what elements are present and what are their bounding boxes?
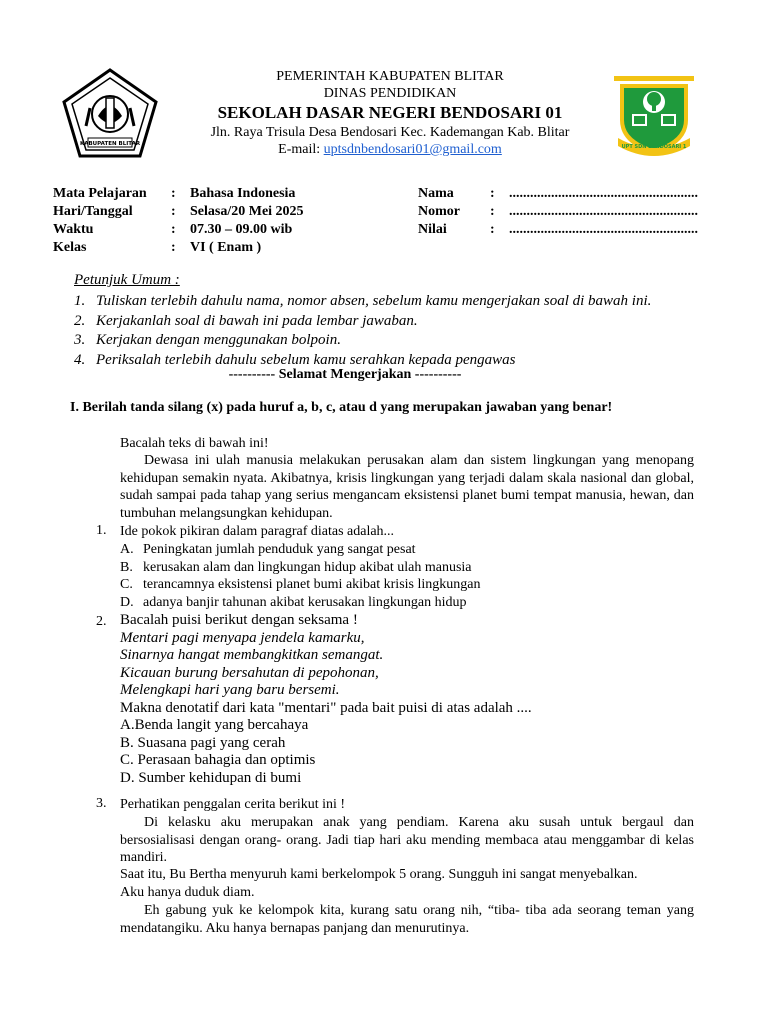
email-label: E-mail: [278,142,324,157]
info-colon: : [171,240,176,255]
option-letter: A. [120,542,134,557]
instruction-number: 3. [74,332,86,348]
kabupaten-blitar-logo [60,68,160,160]
option-a[interactable] [120,541,480,559]
school-name: SEKOLAH DASAR NEGERI BENDOSARI 01 [217,103,563,122]
score-field[interactable]: ...................................................... [509,222,698,237]
instructions-title: Petunjuk Umum : [74,272,180,288]
instruction-text: Kerjakan dengan menggunakan bolpoin. [96,332,341,348]
instruction-number: 2. [74,312,86,329]
letterhead [170,68,610,158]
info-value: 07.30 – 09.00 wib [190,222,293,237]
question-intro: Perhatikan penggalan cerita berikut ini ! [120,797,346,812]
right-logo-text: UPT SDN BENDOSARI 1 [621,144,687,150]
option-letter: B. [120,559,133,575]
option-letter: C. [120,577,133,592]
instruction-text: Periksalah terlebih dahulu sebelum kamu serahkan kepada pengawas [96,351,516,368]
instruction-number: 1. [74,293,86,309]
question-text: Makna denotatif dari kata "mentari" pada bait puisi di atas adalah .... [120,699,532,716]
poem-line: Mentari pagi menyapa jendela kamarku, [120,629,365,646]
info-value: Bahasa Indonesia [190,186,296,201]
story-paragraph: Eh gabung yuk ke kelompok kita, kurang satu orang nih, “tiba- tiba ada seorang teman yang mendatangiku. Aku hanya bernapas panjang dan menurutinya. [120,903,694,936]
info-label: Nomor [418,204,460,219]
email-link[interactable]: uptsdnbendosari01@gmail.com [323,142,502,157]
story-line: Aku hanya duduk diam. [120,885,255,900]
option-b[interactable] [120,559,480,577]
school-logo [612,74,696,158]
question-intro: Bacalah puisi berikut dengan seksama ! [120,612,358,628]
option-c[interactable]: C. Perasaan bahagia dan optimis [120,752,316,768]
left-logo-text: KABUPATEN BLITAR [79,141,141,147]
poem-line: Kicauan burung bersahutan di pepohonan, [120,664,379,681]
question-2-block [120,612,532,787]
story-paragraph: Di kelasku aku merupakan anak yang pendiam. Karena aku susah untuk bergaul dan bersosialisasi dengan orang- orang. Jadi tiap hari aku mending membaca atau menggambar di kelas mandiri. [120,815,694,865]
option-letter: D. [120,594,134,610]
info-colon: : [490,186,495,201]
option-b[interactable]: B. Suasana pagi yang cerah [120,734,286,751]
instruction-text: Kerjakanlah soal di bawah ini pada lembar jawaban. [96,312,418,329]
reading-intro: Bacalah teks di bawah ini! [120,436,269,451]
instructions-list [74,292,714,370]
option-text: kerusakan alam dan lingkungan hidup akibat ulah manusia [143,559,472,575]
option-text: adanya banjir tahunan akibat kerusakan lingkungan hidup [143,594,467,610]
option-c[interactable] [120,576,480,594]
info-colon: : [171,186,176,201]
option-d[interactable] [120,594,480,612]
options-list [120,541,480,611]
info-colon: : [490,204,495,219]
info-label: Mata Pelajaran [53,186,147,201]
info-label: Hari/Tanggal [53,204,133,219]
option-a[interactable]: A.Benda langit yang bercahaya [120,717,309,733]
school-address: Jln. Raya Trisula Desa Bendosari Kec. Kademangan Kab. Blitar [210,125,570,140]
poem-line: Melengkapi hari yang baru bersemi. [120,682,340,698]
info-value: Selasa/20 Mei 2025 [190,204,304,219]
option-d[interactable]: D. Sumber kehidupan di bumi [120,769,302,786]
info-colon: : [171,222,176,237]
info-colon: : [171,204,176,219]
info-colon: : [490,222,495,237]
section-title: I. Berilah tanda silang (x) pada huruf a, b, c, atau d yang merupakan jawaban yang benar! [70,400,613,415]
option-text: Peningkatan jumlah penduduk yang sangat pesat [143,542,416,557]
story-line: Saat itu, Bu Bertha menyuruh kami berkelompok 5 orang. Sungguh ini sangat menyebalkan. [120,867,638,882]
school-email-line [170,141,610,158]
instruction-item [74,331,714,351]
instruction-number: 4. [74,351,86,368]
reading-paragraph: Dewasa ini ulah manusia melakukan perusakan alam dan sistem lingkungan yang menopang kehidupan semakin nyata. Akibatnya, krisis lingkungan yang terjadi dalam skala nasional dan global, sudah sampai pada tahap yang serius mengancam eksistensi planet bumi tempat manusia, hewan, dan tumbuhan melangsungkan kehidupan. [120,453,694,521]
question-number: 2. [96,614,107,629]
number-field[interactable]: ...................................................... [509,204,698,219]
info-label: Kelas [53,240,87,255]
info-label: Nilai [418,222,447,237]
government-name: PEMERINTAH KABUPATEN BLITAR [276,69,504,84]
question-number: 3. [96,796,107,811]
info-label: Nama [418,186,454,201]
instruction-text: Tuliskan terlebih dahulu nama, nomor absen, sebelum kamu mengerjakan soal di bawah ini. [96,293,652,309]
instruction-item [74,312,714,332]
greeting: ---------- Selamat Mengerjakan ---------- [228,367,462,382]
option-text: terancamnya eksistensi planet bumi akibat krisis lingkungan [143,577,481,592]
poem-line: Sinarnya hangat membangkitkan semangat. [120,647,384,663]
info-label: Waktu [53,222,94,237]
instruction-item [74,292,714,312]
question-number: 1. [96,523,107,538]
info-value: VI ( Enam ) [190,240,262,255]
question-text: Ide pokok pikiran dalam paragraf diatas adalah... [120,524,395,539]
name-field[interactable]: ...................................................... [509,186,698,201]
department-name: DINAS PENDIDIKAN [323,86,457,101]
